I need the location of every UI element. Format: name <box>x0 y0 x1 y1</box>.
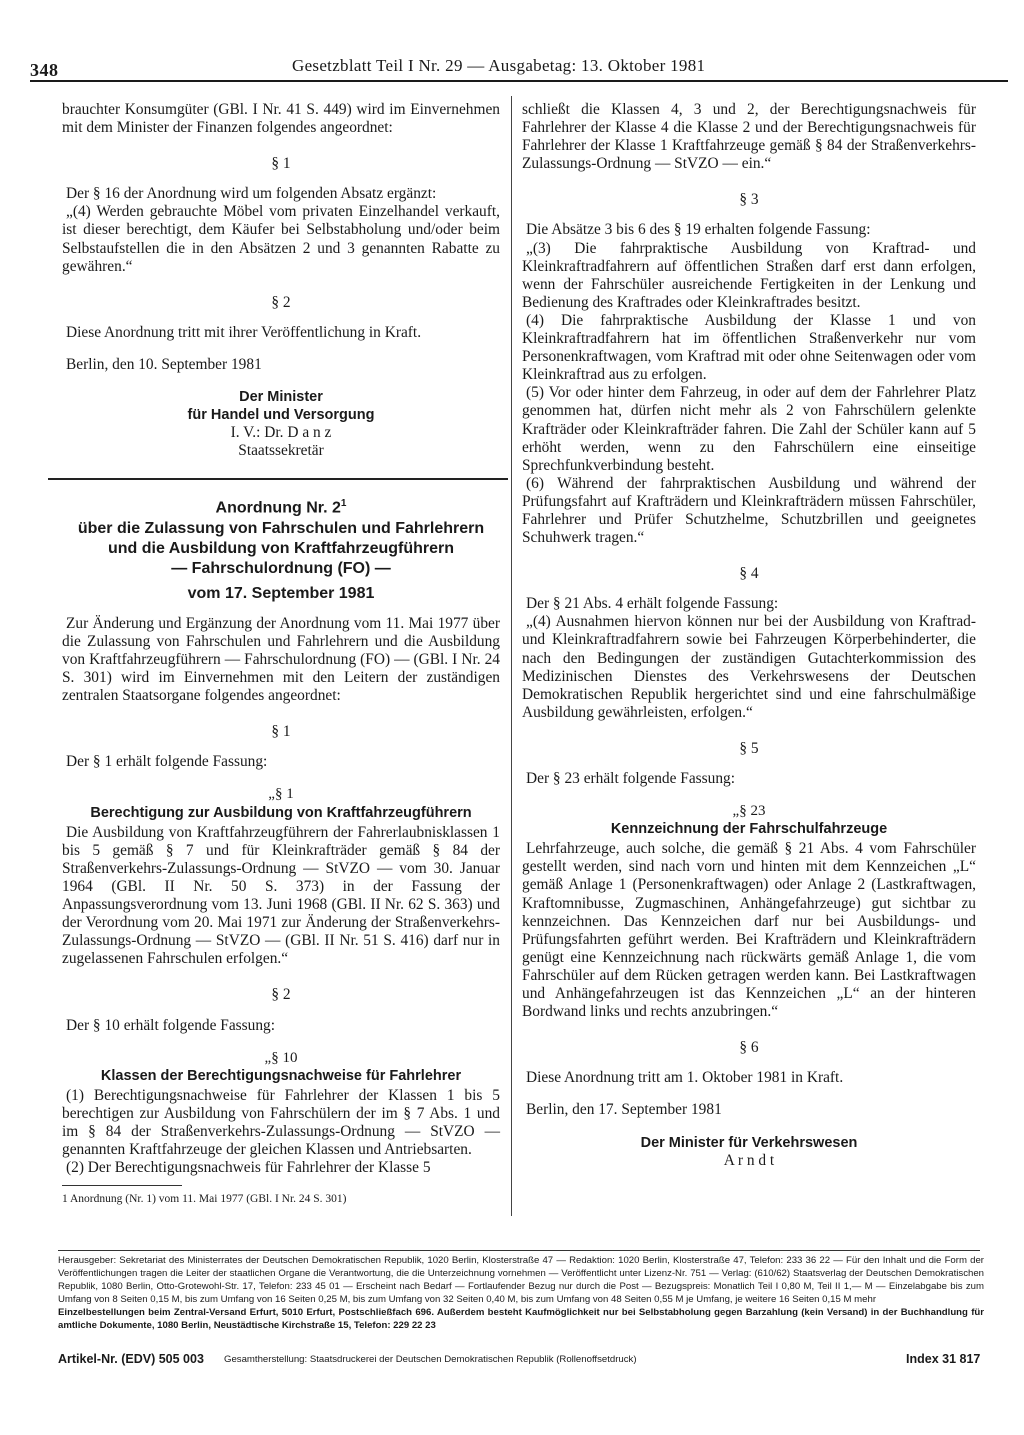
order-info: Einzelbestellungen beim Zentral-Versand Erfurt, 5010 Erfurt, Postschließfach 696. Außerdem besteht Kaufmöglichkeit nur bei Selbstabholung gegen Barzahlung (kein Versand) in der Buchhandlung für amtliche Dokumente, 1080 Berlin, Neustädtische Kirchstraße 15, Telefon: 229 22 23 <box>58 1307 984 1331</box>
colophon-rule <box>58 1250 980 1251</box>
paragraph: (6) Während der fahrpraktischen Ausbildung und während der Prüfungsfahrt auf Krafträdern und Kleinkrafträdern müssen Fahrschüler, Fahrlehrer und Prüfer Schutzhelme, Schutzbrillen und geeignetes Schuhwerk tragen.“ <box>522 474 976 547</box>
paragraph: Der § 23 erhält folgende Fassung: <box>526 770 736 787</box>
section-heading: § 2 <box>271 293 291 311</box>
ordinance-intro: Zur Änderung und Ergänzung der Anordnung vom 11. Mai 1977 über die Zulassung von Fahrschulen und Fahrlehrern und die Ausbildung von Kraftfahrzeugführern — Fahrschulordnung (FO) — (GBl. I Nr. 24 S. 301) wird im Einvernehmen mit den Leitern der zuständigen zentralen Staatsorgane folgendes angeordnet: <box>62 614 500 705</box>
ordinance-date: vom 17. September 1981 <box>187 584 375 602</box>
paragraph: Die Absätze 3 bis 6 des § 19 erhalten folgende Fassung: <box>526 221 871 239</box>
page-number: 348 <box>30 60 59 80</box>
section-heading: § 2 <box>271 986 291 1004</box>
left-column <box>62 101 500 1208</box>
ordinance-short-title: — Fahrschulordnung (FO) — <box>171 559 391 577</box>
footnote-rule <box>62 1185 182 1186</box>
paragraph: Die Ausbildung von Kraftfahrzeugführern der Fahrerlaubnisklassen 1 bis 5 gemäß § 7 und für Kleinkrafträder gemäß § 84 der Straßenverkehrs-Zulassungs-Ordnung — StVZO — vom 30. Januar 1964 (GBl. II Nr. 50 S. 373) in der Fassung der Anpassungsverordnung vom 13. Juni 1968 (GBl. II Nr. 62 S. 363) und der Verordnung vom 20. Mai 1971 zur Änderung der Straßenverkehrs-Zulassungs-Ordnung — StVZO — (GBl. II Nr. 51 S. 416) darf nur in zugelassenen Fahrschulen erfolgen.“ <box>62 823 500 968</box>
signatory-name: I. V.: Dr. D a n z <box>230 424 332 442</box>
footnote-marker: 1 <box>340 498 347 510</box>
quoted-paragraph: „(4) Werden gebrauchte Möbel vom privaten Einzelhandel verkauft, ist dieser berechtigt, dem Käufer bei Selbstabholung und/oder beim Selbstaufstellen die in den Absätzen 2 und 3 genannten Rabatte zu gewähren.“ <box>62 203 500 275</box>
quoted-section-heading: Klassen der Berechtigungsnachweise für Fahrlehrer <box>100 1067 462 1084</box>
paragraph: Der § 21 Abs. 4 erhält folgende Fassung: <box>526 595 779 613</box>
ordinance-title-line: und die Ausbildung von Kraftfahrzeugführern <box>107 539 455 557</box>
paragraph: Der § 1 erhält folgende Fassung: <box>66 753 268 771</box>
paragraph: (5) Vor oder hinter dem Fahrzeug, in oder auf dem der Fahrlehrer Platz genommen hat, dürfen nicht mehr als 2 von Fahrschülern gelenkte Krafträder oder Kleinkrafträder fahren. Die Zahl der Schüler kann auf 5 erhöht werden, wenn zu den Fahrschülern eine einseitige Sprechfunkverbindung besteht. <box>522 384 976 474</box>
place-date: Berlin, den 10. September 1981 <box>66 355 262 373</box>
signatory-title: Der Minister für Verkehrswesen <box>640 1134 858 1151</box>
footnote: 1 Anordnung (Nr. 1) vom 11. Mai 1977 (GBl. I Nr. 24 S. 301) <box>62 1193 347 1206</box>
paragraph: Lehrfahrzeuge, auch solche, die gemäß § 21 Abs. 4 vom Fahrschüler gestellt werden, sind nach vorn und hinten mit dem Kennzeichen „L“ gemäß Anlage 1 (Personenkraftwagen) oder Anlage 2 (Lastkraftwagen, Kraftomnibusse, Zugmaschinen, Anhängefahrzeuge) gut sichtbar zu kennzeichnen. Das Kennzeichen darf nur bei Ausbildungs- und Prüfungsfahrten geführt werden. Bei Krafträdern und Kleinkrafträdern genügt eine Kennzeichnung nach rückwärts gemäß Anlage 1, die vom Fahrschüler auf dem Rücken getragen werden kann. Bei Lastkraftwagen und Anhängefahrzeugen ist das Kennzeichen „L“ an der hinteren Bordwand links und rechts anzubringen.“ <box>522 840 976 1021</box>
article-number: Artikel-Nr. (EDV) 505 003 <box>58 1352 204 1366</box>
intro-paragraph: brauchter Konsumgüter (GBl. I Nr. 41 S. 449) wird im Einvernehmen mit dem Minister der Finanzen folgendes angeordnet: <box>62 101 500 137</box>
paragraph: „(3) Die fahrpraktische Ausbildung von Kraftrad- und Kleinkraftradfahrern auf öffentlichen Straßen darf erst dann erfolgen, wenn der Fahrschüler ausreichende Fertigkeiten in der Lenkung und Bedienung des Kraftrades oder Kleinkraftrades besitzt. <box>522 239 976 311</box>
ordinance-title: Anordnung Nr. $2^1$ <box>215 498 347 517</box>
header-rule <box>30 80 1008 82</box>
section-heading: § 5 <box>739 739 759 757</box>
section-heading: § 4 <box>739 565 759 583</box>
ordinance-title-line: über die Zulassung von Fahrschulen und Fahrlehrern <box>77 519 485 537</box>
continued-paragraph: schließt die Klassen 4, 3 und 2, der Berechtigungsnachweis für Fahrlehrer der Klasse 4 die Klasse 2 und der Berechtigungsnachweis für Fahrlehrer der Klasse 1 Kraftfahrzeuge gemäß § 84 der Straßenverkehrs-Zulassungs-Ordnung — StVZO — ein.“ <box>522 101 976 173</box>
publisher-info: Herausgeber: Sekretariat des Ministerrates der Deutschen Demokratischen Republik, 1020 Berlin, Klosterstraße 47 — Redaktion: 1020 Berlin, Klosterstraße 47, Telefon: 233 36 22 — Für den Inhalt und die Form der Veröffentlichungen tragen die Leiter der staatlichen Organe die Verantwortung, die die Unterzeichnung vornehmen — Veröffentlicht unter Lizenz-Nr. 751 — Verlag: (610/62) Staatsverlag der Deutschen Demokratischen Republik, 1080 Berlin, Otto-Grotewohl-Str. 17, Telefon: 233 45 01 — Erscheint nach Bedarf — Fortlaufender Bezug nur durch die Post — Bezugspreis: Monatlich Teil I 0,80 M, Teil II 1,— M — Einzelabgabe bis zum Umfang von 8 Seiten 0,15 M, bis zum Umfang von 16 Seiten 0,25 M, bis zum Umfang von 32 Seiten 0,40 M, bis zum Umfang von 48 Seiten 0,55 M je Umfang, je weitere 16 Seiten 0,15 M mehr <box>58 1255 984 1305</box>
paragraph: Diese Anordnung tritt am 1. Oktober 1981 in Kraft. <box>526 1069 844 1087</box>
signatory-role: Staatssekretär <box>238 442 324 460</box>
quoted-section-number: „§ 1 <box>268 786 294 803</box>
right-column <box>522 101 976 1170</box>
paragraph: Diese Anordnung tritt mit ihrer Veröffentlichung in Kraft. <box>66 323 422 341</box>
running-header: Gesetzblatt Teil I Nr. 29 — Ausgabetag: 13. Oktober 1981 <box>292 56 706 75</box>
section-heading: § 3 <box>739 191 759 209</box>
section-heading: § 1 <box>271 155 291 173</box>
quoted-section-heading: Kennzeichnung der Fahrschulfahrzeuge <box>610 821 888 838</box>
index-number: Index 31 817 <box>906 1352 981 1366</box>
paragraph: Der § 10 erhält folgende Fassung: <box>66 1016 276 1034</box>
section-heading: § 6 <box>739 1039 759 1057</box>
quoted-paragraph: „(4) Ausnahmen hiervon können nur bei der Ausbildung von Kraftrad- und Kleinkraftradfahrern sowie bei Fahrzeugen Körperbehinderter, die nach den Bedingungen der zuständigen Gutachterkommission des Medizinischen Dienstes des Verkehrswesens der Deutschen Demokratischen Republik hergerichtet sind und eine fahrschulmäßige Ausbildung gewährleisten, erfolgen.“ <box>522 613 976 721</box>
printer-info: Gesamtherstellung: Staatsdruckerei der Deutschen Demokratischen Republik (Rollenoffsetdruck) <box>224 1354 637 1365</box>
paragraph: (4) Die fahrpraktische Ausbildung der Klasse 1 und von Kleinkraftradfahrern hat im öffentlichen Straßenverkehr nur vom Personenkraftwagen, vom Kraftrad mit oder ohne Seitenwagen oder vom Kleinkraftrad aus zu erfolgen. <box>522 311 976 384</box>
signatory-name: A r n d t <box>723 1151 775 1169</box>
column-divider <box>511 96 512 1216</box>
paragraph: Der § 16 der Anordnung wird um folgenden Absatz ergänzt: <box>66 185 437 203</box>
colophon <box>58 1254 984 1332</box>
quoted-section-number: „§ 23 <box>732 803 766 820</box>
section-divider <box>48 478 508 480</box>
signatory-title: Der Minister <box>239 389 323 406</box>
paragraph: (1) Berechtigungsnachweise für Fahrlehrer der Klassen 1 bis 5 berechtigen zur Ausbildung von Fahrschülern der im § 7 Abs. 1 und im § 84 der Straßenverkehrs-Zulassungs-Ordnung — StVZO — genannten Kraftfahrzeuge der gleichen Klassen und Antriebsarten. <box>62 1086 500 1159</box>
section-heading: § 1 <box>271 723 291 741</box>
signatory-ministry: für Handel und Versorgung <box>187 407 375 424</box>
quoted-section-number: „§ 10 <box>264 1049 298 1066</box>
quoted-section-heading: Berechtigung zur Ausbildung von Kraftfahrzeugführern <box>90 804 472 821</box>
place-date: Berlin, den 17. September 1981 <box>526 1101 722 1119</box>
paragraph: (2) Der Berechtigungsnachweis für Fahrlehrer der Klasse 5 <box>66 1159 431 1177</box>
